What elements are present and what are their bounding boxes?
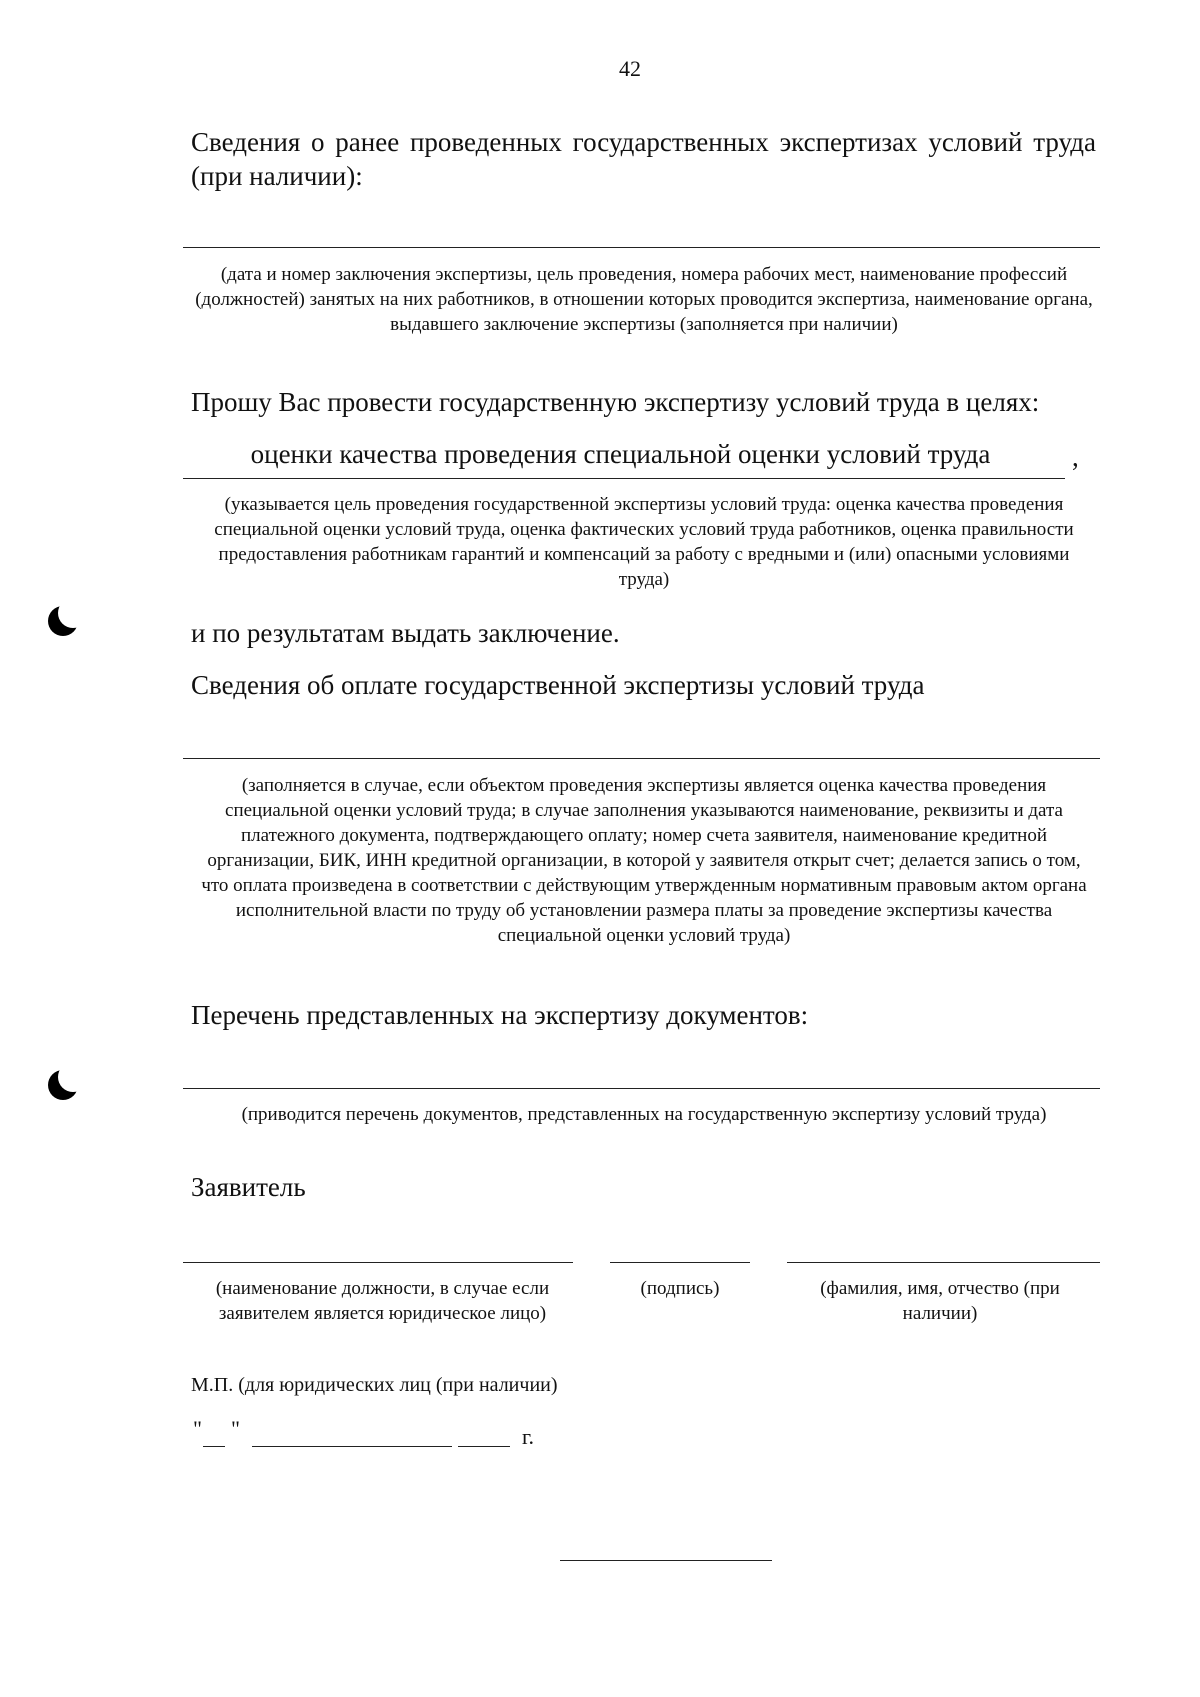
date-close-quote: " bbox=[231, 1416, 240, 1441]
purpose-value: оценки качества проведения специальной оценки условий труда bbox=[250, 439, 991, 469]
position-line bbox=[183, 1262, 573, 1263]
page-number: 42 bbox=[619, 56, 641, 81]
punch-hole-mark bbox=[48, 1070, 78, 1100]
date-day-line bbox=[203, 1446, 225, 1447]
documents-line bbox=[183, 1088, 1100, 1089]
documents-caption: (приводится перечень документов, представленных на государственную экспертизу условий труда) bbox=[241, 1104, 1047, 1125]
name-line bbox=[787, 1262, 1100, 1263]
date-year-line bbox=[458, 1446, 510, 1447]
request-heading: Прошу Вас провести государственную экспертизу условий труда в целях: bbox=[191, 387, 1040, 417]
purpose-comma: , bbox=[1072, 442, 1079, 472]
applicant-heading: Заявитель bbox=[191, 1172, 306, 1202]
payment-line bbox=[183, 758, 1100, 759]
signature-caption: (подпись) bbox=[640, 1278, 720, 1299]
payment-caption: (заполняется в случае, если объектом проведения экспертизы является оценка качества проведения специальной оценки условий труда; в случае заполнения указываются наименование, реквизиты и дата платежного документа, подтверждающего оплату; номер счета заявителя, наименование кредитной организации, БИК, ИНН кредитной организации, в которой у заявителя открыт счет; делается запись о том, что оплата произведена в соответствии с действующим утвержденным нормативным правовым актом органа исполнительной власти по труду об установлении размера платы за проведение экспертизы качества специальной оценки условий труда) bbox=[201, 775, 1087, 946]
punch-hole-mark bbox=[48, 606, 78, 636]
signature-line bbox=[610, 1262, 750, 1263]
position-caption: (наименование должности, в случае если заявителем является юридическое лицо) bbox=[215, 1278, 550, 1324]
prior-expertise-heading: Сведения о ранее проведенных государственных экспертизах условий труда (при наличии): bbox=[191, 127, 1096, 191]
purpose-line bbox=[183, 478, 1065, 479]
end-separator-line bbox=[560, 1560, 772, 1561]
date-open-quote: " bbox=[193, 1416, 202, 1441]
date-year-suffix: г. bbox=[522, 1424, 535, 1449]
stamp-note: М.П. (для юридических лиц (при наличии) bbox=[191, 1374, 558, 1396]
payment-heading: Сведения об оплате государственной экспертизы условий труда bbox=[191, 670, 925, 700]
documents-heading: Перечень представленных на экспертизу документов: bbox=[191, 1000, 809, 1030]
conclusion-text: и по результатам выдать заключение. bbox=[191, 618, 620, 648]
date-month-line bbox=[252, 1446, 452, 1447]
name-caption: (фамилия, имя, отчество (при наличии) bbox=[820, 1278, 1060, 1324]
prior-expertise-line bbox=[183, 247, 1100, 248]
purpose-caption: (указывается цель проведения государственной экспертизы условий труда: оценка качества проведения специальной оценки условий труда, оценка фактических условий труда работников, оценка правильности предоставления работникам гарантий и компенсаций за работу с вредными и (или) опасными условиями труда) bbox=[214, 494, 1074, 590]
prior-expertise-caption: (дата и номер заключения экспертизы, цель проведения, номера рабочих мест, наименование профессий (должностей) занятых на них работников, в отношении которых проводится экспертиза, наименование органа, выдавшего заключение экспертизы (заполняется при наличии) bbox=[195, 264, 1093, 335]
